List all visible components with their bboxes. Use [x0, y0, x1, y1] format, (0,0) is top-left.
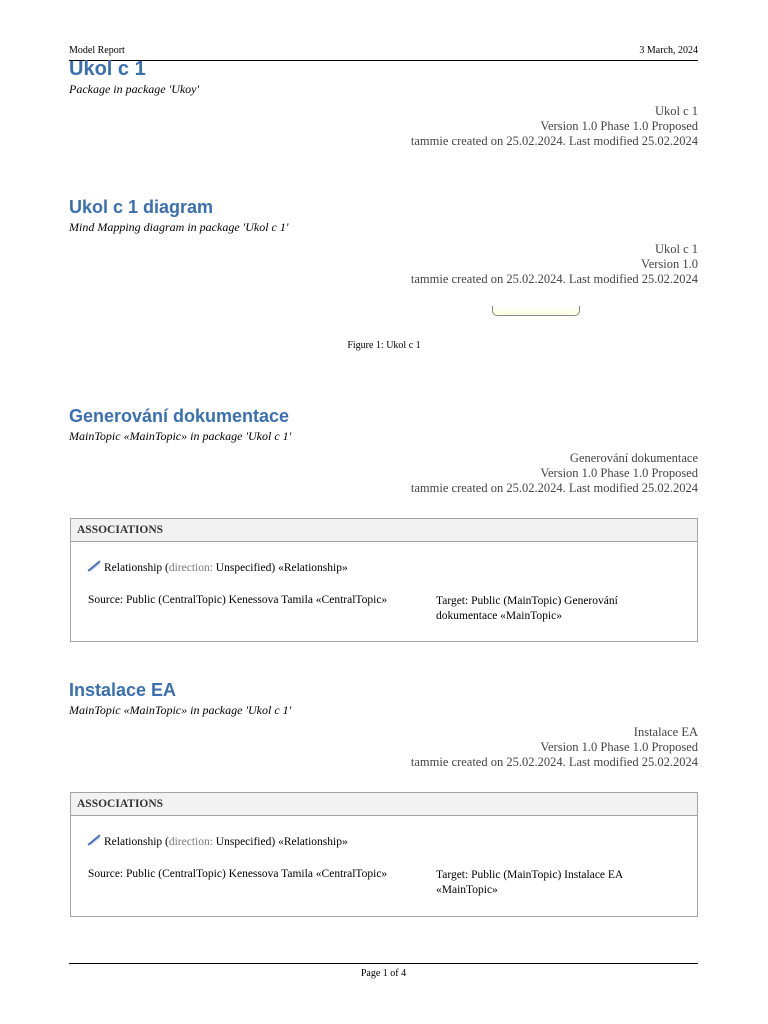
element-section-instalace: [69, 679, 698, 770]
figure-caption: Figure 1: Ukol c 1: [347, 340, 421, 351]
element-title: Instalace EA: [69, 680, 177, 700]
relationship-icon: [87, 560, 101, 572]
meta-name: Generování dokumentace: [569, 451, 698, 465]
meta-version: Version 1.0 Phase 1.0 Proposed: [540, 119, 698, 133]
package-section: [69, 58, 698, 149]
direction-label: direction:: [168, 562, 213, 574]
package-meta: [69, 104, 698, 149]
meta-created: tammie created on 25.02.2024. Last modified 25.02.2024: [410, 481, 698, 495]
meta-version: Version 1.0 Phase 1.0 Proposed: [540, 466, 698, 480]
report-date: 3 March, 2024: [639, 45, 698, 56]
associations-header: ASSOCIATIONS: [71, 793, 697, 816]
direction-label: direction:: [168, 836, 213, 848]
associations-box: [70, 518, 698, 642]
element-subtitle: MainTopic «MainTopic» in package 'Ukol c 1': [69, 429, 292, 443]
element-subtitle: MainTopic «MainTopic» in package 'Ukol c 1': [69, 703, 292, 717]
meta-name: Ukol c 1: [654, 104, 698, 118]
relationship-row: [87, 560, 348, 574]
meta-name: Instalace EA: [633, 725, 698, 739]
page-number: Page 1 of 4: [360, 968, 407, 979]
meta-created: tammie created on 25.02.2024. Last modified 25.02.2024: [410, 272, 698, 286]
association-source: Source: Public (CentralTopic) Kenessova Tamila «CentralTopic»: [88, 594, 388, 606]
report-title: Model Report: [69, 45, 125, 56]
package-title: Ukol c 1: [69, 58, 146, 80]
diagram-meta: [69, 242, 698, 287]
meta-version: Version 1.0: [641, 257, 698, 271]
meta-created: tammie created on 25.02.2024. Last modified 25.02.2024: [410, 755, 698, 769]
associations-header: ASSOCIATIONS: [71, 519, 697, 542]
diagram-title: Ukol c 1 diagram: [69, 197, 214, 217]
element-meta: [69, 451, 698, 496]
diagram-section: [69, 196, 698, 287]
meta-created: tammie created on 25.02.2024. Last modified 25.02.2024: [410, 134, 698, 148]
element-section-generovani: [69, 405, 698, 496]
associations-box: [70, 792, 698, 917]
relationship-label: Relationship (: [104, 562, 169, 574]
relationship-icon: [87, 834, 101, 846]
element-meta: [69, 725, 698, 770]
package-subtitle: Package in package 'Ukoy': [69, 82, 200, 96]
relationship-row: [87, 834, 348, 848]
association-target: Target: Public (MainTopic) Generování dokumentace «MainTopic»: [436, 595, 618, 622]
diagram-figure: [492, 306, 580, 316]
element-title: Generování dokumentace: [69, 406, 290, 426]
meta-version: Version 1.0 Phase 1.0 Proposed: [540, 740, 698, 754]
direction-value: Unspecified) «Relationship»: [212, 562, 348, 574]
relationship-label: Relationship (: [104, 836, 169, 848]
meta-name: Ukol c 1: [654, 242, 698, 256]
page-footer: [69, 963, 698, 979]
direction-value: Unspecified) «Relationship»: [212, 836, 348, 848]
diagram-subtitle: Mind Mapping diagram in package 'Ukol c 1': [69, 220, 289, 234]
association-target: Target: Public (MainTopic) Instalace EA «MainTopic»: [436, 869, 623, 896]
association-source: Source: Public (CentralTopic) Kenessova Tamila «CentralTopic»: [88, 868, 388, 880]
